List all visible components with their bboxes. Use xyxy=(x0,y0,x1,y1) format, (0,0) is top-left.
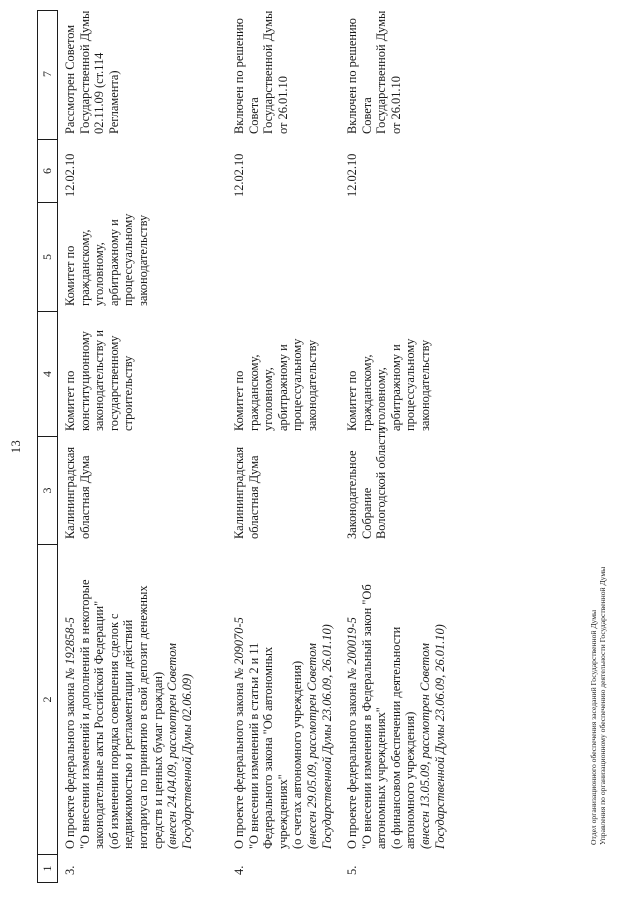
consideration-date-cell: 12.02.10 xyxy=(232,153,246,197)
table-header-row xyxy=(37,10,58,883)
bill-description-cell xyxy=(227,545,334,855)
status-text: Включен по решению Совета Государственной Думы от 26.01.10 xyxy=(345,10,403,134)
bill-history: (внесен 29.05.09, рассмотрен Советом Государственной Думы 23.06.09, 26.01.10) xyxy=(304,624,334,849)
initiator-text: Калининградская областная Дума xyxy=(63,446,92,539)
page-number: 13 xyxy=(9,439,23,454)
initiator-cell xyxy=(340,427,389,545)
column-header-5: 5 xyxy=(38,202,57,311)
bill-title-line xyxy=(63,577,78,849)
bill-history: (внесен 24.04.09, рассмотрен Советом Государственной Думы 02.06.09) xyxy=(165,643,194,849)
footer-line-1: Отдел организационного обеспечения заседаний Государственной Думы xyxy=(589,609,598,845)
row-number-cell: 5. xyxy=(345,865,359,875)
consideration-date-cell: 12.02.10 xyxy=(345,153,359,197)
responsible-committee-cell: Комитет по конституционному законодательству и государственному строительству xyxy=(63,330,136,431)
row-number-cell: 3. xyxy=(63,865,77,875)
status-cell xyxy=(58,10,121,140)
table-row xyxy=(58,10,227,883)
bill-name: "О внесении изменений и дополнений в некоторые законодательные акты Российской Федерации" xyxy=(77,579,107,849)
status-cell xyxy=(227,10,290,140)
table-row xyxy=(340,10,450,883)
bill-history: (внесен 13.05.09, рассмотрен Советом Государственной Думы 23.06.09, 26.01.10) xyxy=(417,624,447,849)
bill-note: (о финансовом обеспечении деятельности автономного учреждения) xyxy=(388,626,418,849)
status-text: Включен по решению Совета Государственной Думы от 26.01.10 xyxy=(232,10,290,134)
coexecutor-committee-cell xyxy=(340,203,345,312)
status-cell xyxy=(340,10,403,140)
column-header-1: 1 xyxy=(38,854,57,882)
initiator-cell xyxy=(58,437,92,545)
initiator-text: Калининградская областная Дума xyxy=(232,446,261,539)
coexecutor-committee-cell xyxy=(227,203,232,312)
bill-description-cell xyxy=(58,545,194,855)
consideration-date-cell: 12.02.10 xyxy=(63,153,77,197)
row-number-cell: 4. xyxy=(232,865,246,875)
responsible-committee-cell: Комитет по гражданскому, уголовному, арбитражному и процессуальному законодательству xyxy=(345,338,432,431)
initiator-text: Законодательное Собрание Вологодской области xyxy=(345,427,389,539)
bill-description-cell xyxy=(340,545,447,855)
bill-number: № 192858-5 xyxy=(63,617,77,680)
bill-intro: О проекте федерального закона xyxy=(232,679,246,849)
bill-note: (о счетах автономного учреждения) xyxy=(290,660,305,849)
table-row xyxy=(227,10,340,883)
column-header-2: 2 xyxy=(38,544,57,854)
bill-title-line xyxy=(345,577,360,849)
bill-name: "О внесении изменений в статьи 2 и 11 Федерального закона "Об автономных учреждениях" xyxy=(246,642,290,849)
coexecutor-committee-cell: Комитет по гражданскому, уголовному, арбитражному и процессуальному законодательству xyxy=(63,213,150,306)
bill-intro: О проекте федерального закона xyxy=(345,679,359,849)
status-text: Рассмотрен Советом Государственной Думы 02.11.09 (ст.114 Регламента) xyxy=(63,10,121,134)
document-footer xyxy=(590,567,608,845)
bill-title-line xyxy=(232,577,247,849)
bill-number: № 200019-5 xyxy=(345,617,359,680)
footer-line-2: Управления по организационному обеспечению деятельности Государственной Думы xyxy=(597,566,607,845)
bill-number: № 209070-5 xyxy=(232,617,246,680)
column-header-3: 3 xyxy=(38,436,57,544)
bills-table xyxy=(37,10,450,883)
column-header-4: 4 xyxy=(38,311,57,436)
column-header-6: 6 xyxy=(38,139,57,202)
initiator-cell xyxy=(227,437,261,545)
responsible-committee-cell: Комитет по гражданскому, уголовному, арбитражному и процессуальному законодательству xyxy=(232,338,319,431)
bill-intro: О проекте федерального закона xyxy=(63,679,77,849)
bill-name: "О внесении изменения в Федеральный закон "Об автономных учреждениях" xyxy=(359,584,389,849)
bill-note: (об изменении порядка совершения сделок с недвижимостью и регламентации действий нотариуса по принятию в свой депозит денежных средств и ценных бумаг граждан) xyxy=(106,585,165,849)
column-header-7: 7 xyxy=(40,71,54,77)
